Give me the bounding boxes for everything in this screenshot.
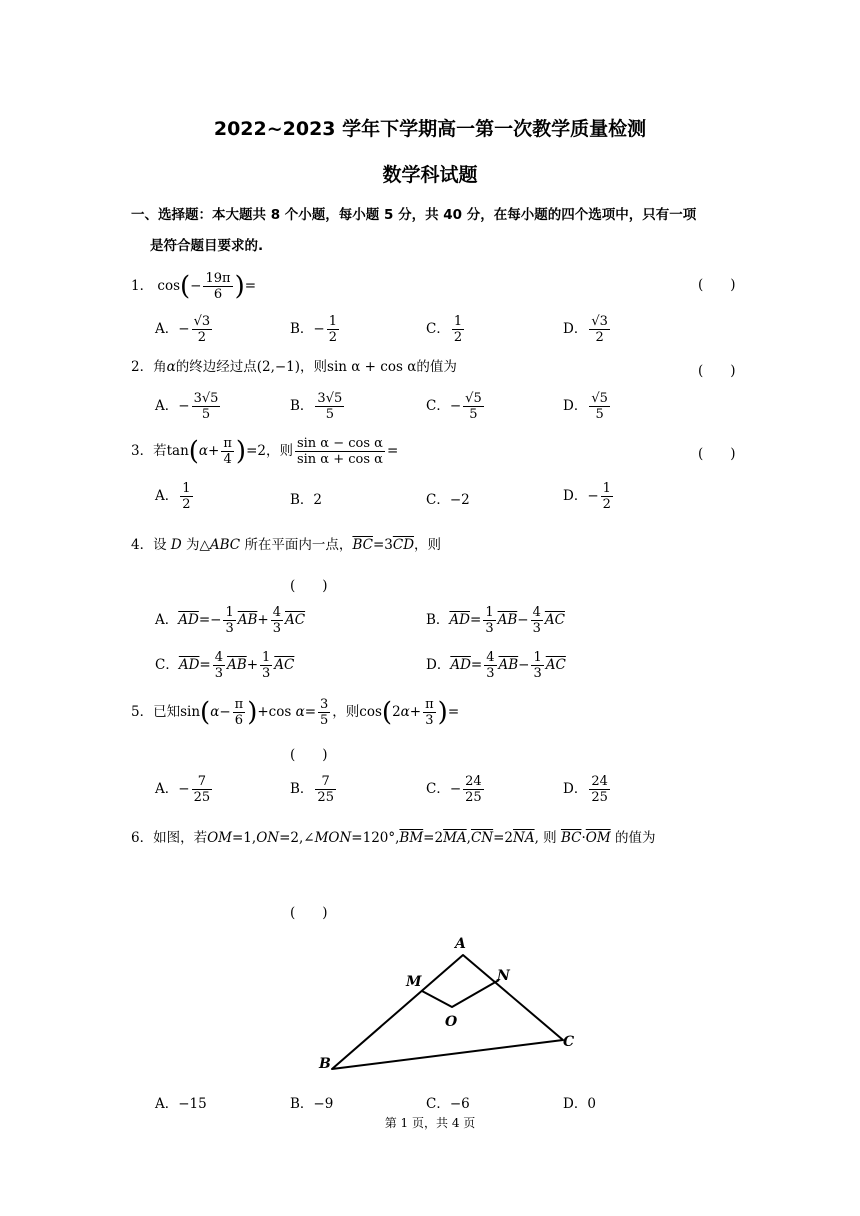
option-b: B．$\overline{AD}=$ $\frac{1}{3}$ $\overline{AB}-$ $\frac{4}{3}$ $\overline{AC}$ bbox=[426, 605, 565, 636]
option-c: C． $\frac{1}{2}$ bbox=[426, 314, 463, 345]
page-footer: 第 1 页，共 4 页 bbox=[384, 1116, 476, 1130]
question-number: 1． bbox=[131, 278, 154, 294]
option-a: A． $\frac{1}{2}$ bbox=[155, 481, 191, 512]
option-c: C．− $\frac{24}{25}$ bbox=[426, 774, 482, 805]
label-c: C bbox=[563, 1034, 575, 1050]
question-2: 2．角α的终边经过点(2,−1)，则sin α + cos α的值为 bbox=[131, 359, 457, 375]
question-3: 3．若tan(α+ $\frac{\pi}{4}$ )=2，则 $\frac{\text{sin α − cos α}}{\text{sin α + cos α}}$ = bbox=[131, 436, 399, 467]
answer-paren: ( ) bbox=[290, 905, 328, 921]
option-d: D．0 bbox=[563, 1096, 596, 1112]
page-title: 2022~2023 学年下学期高一第一次教学质量检测 bbox=[213, 118, 647, 140]
question-1 bbox=[131, 271, 256, 302]
option-b: B． $\frac{3√5}{5}$ bbox=[290, 391, 343, 422]
option-a: A．− $\frac{3√5}{5}$ bbox=[155, 391, 219, 422]
section-heading-line2: 是符合题目要求的. bbox=[150, 238, 264, 254]
option-a: A．$\overline{AD}=-$ $\frac{1}{3}$ $\overline{AB}+$ $\frac{4}{3}$ $\overline{AC}$ bbox=[155, 605, 306, 636]
option-b: B．− $\frac{1}{2}$ bbox=[290, 314, 338, 345]
option-d: D．$\overline{AD}=$ $\frac{4}{3}$ $\overline{AB}-$ $\frac{1}{3}$ $\overline{AC}$ bbox=[426, 650, 566, 681]
triangle-figure bbox=[300, 930, 600, 1080]
option-c: C．−6 bbox=[426, 1096, 470, 1112]
triangle-abc bbox=[332, 955, 563, 1069]
option-a: A．−15 bbox=[155, 1096, 207, 1112]
question-5: 5．已知sin(α− $\frac{\pi}{6}$ )+cos α= $\frac{3}{5}$ ，则cos(2α+ $\frac{\pi}{3}$ )= bbox=[131, 697, 460, 728]
label-n: N bbox=[497, 968, 510, 984]
question-1-stem: cos(− $\frac{19\pi}{6}$ )= bbox=[157, 271, 257, 302]
option-c: C．− $\frac{√5}{5}$ bbox=[426, 391, 482, 422]
page-subtitle: 数学科试题 bbox=[382, 164, 478, 186]
question-4: 4．设 D 为△ABC 所在平面内一点，$\overline{BC}=3\overline{CD}$，则 bbox=[131, 537, 442, 553]
question-6: 6．如图，若$OM=1,ON=2,\angle MON=120^\circ,\overline{BM}=2\overline{MA},\overline{CN}=2\overline{NA}$, 则 $\overline{BC}\cdot\overline{OM}$ 的值为 bbox=[131, 830, 656, 846]
option-a: A．− $\frac{√3}{2}$ bbox=[155, 314, 211, 345]
segments-mo-on bbox=[422, 980, 499, 1007]
answer-paren: ( ) bbox=[698, 446, 736, 462]
option-c: C．−2 bbox=[426, 492, 470, 508]
answer-paren: ( ) bbox=[698, 363, 736, 379]
label-a: A bbox=[455, 936, 466, 952]
option-d: D． $\frac{24}{25}$ bbox=[563, 774, 608, 805]
label-m: M bbox=[406, 974, 422, 990]
option-c: C．$\overline{AD}=$ $\frac{4}{3}$ $\overline{AB}+$ $\frac{1}{3}$ $\overline{AC}$ bbox=[155, 650, 295, 681]
option-b: B．2 bbox=[290, 492, 323, 508]
answer-paren: ( ) bbox=[698, 277, 736, 293]
answer-paren: ( ) bbox=[290, 747, 328, 763]
label-b: B bbox=[319, 1056, 331, 1072]
option-d: D． $\frac{√5}{5}$ bbox=[563, 391, 608, 422]
label-o: O bbox=[445, 1014, 458, 1030]
section-heading-line1: 一、选择题：本大题共 8 个小题，每小题 5 分，共 40 分，在每小题的四个选项中，只有一项 bbox=[131, 207, 697, 223]
option-b: B．−9 bbox=[290, 1096, 334, 1112]
option-d: D． $\frac{√3}{2}$ bbox=[563, 314, 608, 345]
option-a: A．− $\frac{7}{25}$ bbox=[155, 774, 211, 805]
option-d: D．− $\frac{1}{2}$ bbox=[563, 481, 611, 512]
option-b: B． $\frac{7}{25}$ bbox=[290, 774, 334, 805]
answer-paren: ( ) bbox=[290, 578, 328, 594]
